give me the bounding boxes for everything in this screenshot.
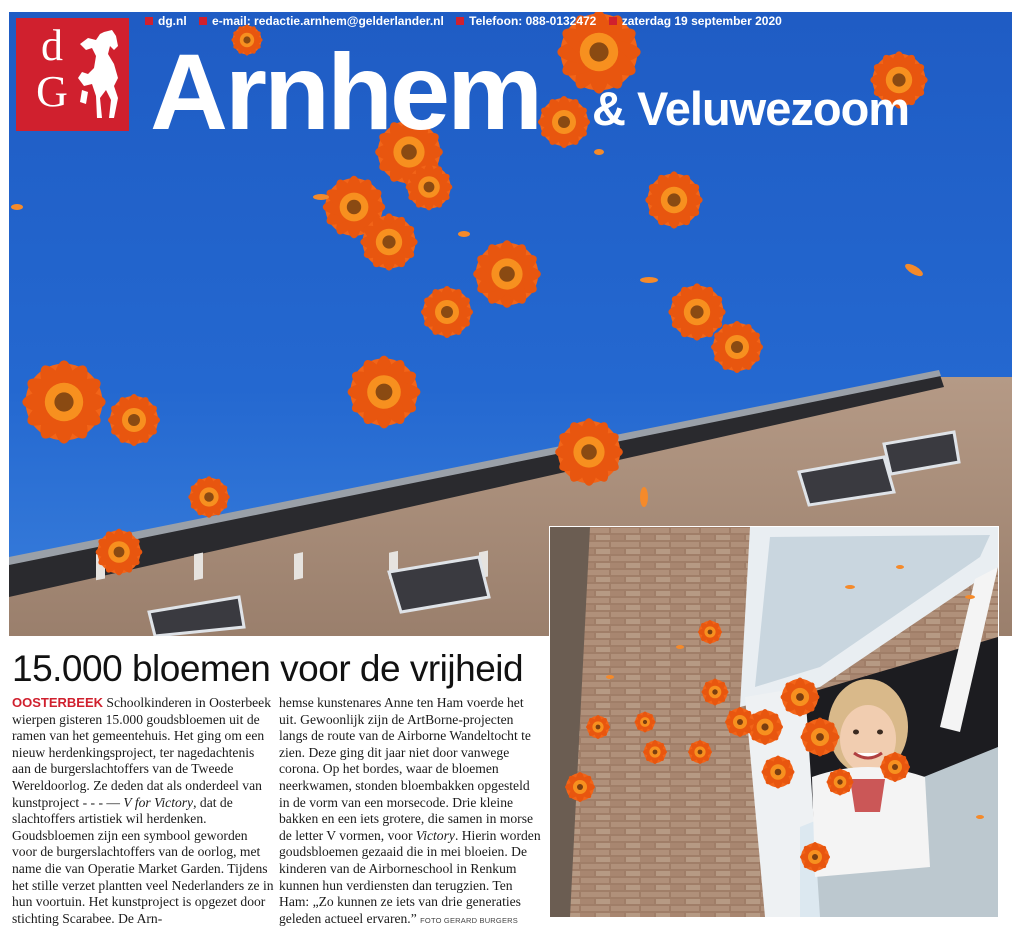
edition-subtitle: & Veluwezoom <box>592 82 910 135</box>
victory-word: Victory <box>415 827 455 843</box>
email-label: e-mail: <box>212 14 251 28</box>
phone-label: Telefoon: <box>469 14 523 28</box>
column-1-text-cont: , dat de slachtoffers artistiek wil herdenken. Goudsbloemen zijn een symbool geworden voor de burgerslachtoffers van de oorlog, met name die van Operatie Market Garden. Tijdens het stille verzet plantten veel Nederlanders ze in hun voortuin. Het kunstproject is opgezet door stichting Scarabee. De Arn- <box>12 794 274 926</box>
logo-letter-d: d <box>41 21 63 70</box>
article-column-1 <box>12 695 274 927</box>
dateline: OOSTERBEEK <box>12 695 104 710</box>
column-2-text: hemse kunstenares Anne ten Ham voerde het uit. Gewoonlijk zijn de ArtBorne-projecten langs de route van de Airborne Wandeltocht te zien. Deze ging dit jaar niet door vanwege corona. Op het bordes, waar de bloemen neerkwamen, stonden bloembakken opgesteld in de vorm van een morsecode. Drie kleine bakken en een iets grotere, die samen in morse de letter V vormen, voor <box>279 695 534 843</box>
inset-photo <box>549 526 999 918</box>
column-2-text-cont: . Hierin worden goudsbloemen gezaaid die in mei bloeien. De kinderen van de Airborneschool in Renkum kunnen hun verdiensten dan terugzien. Ten Ham: „Zo kunnen ze iets van drie generaties geleden actueel ervaren.” <box>279 827 541 926</box>
column-1-text: Schoolkinderen in Oosterbeek wierpen gisteren 15.000 goudsbloemen uit de ramen van het gemeentehuis. Het ging om een nieuw herdenkingsproject, ter nagedachtenis aan de burgerslachtoffers van de Tweede Wereldoorlog. Ze deden dat als onderdeel van kunstproject - - - — <box>12 695 272 810</box>
square-bullet-icon <box>456 17 464 25</box>
photo-credit: FOTO GERARD BURGERS <box>420 915 518 925</box>
project-title: V for Victory <box>123 794 194 810</box>
dg-logo <box>16 18 129 131</box>
square-bullet-icon <box>609 17 617 25</box>
masthead-contact-bar <box>145 14 791 28</box>
logo-letter-g: G <box>36 67 68 116</box>
square-bullet-icon <box>145 17 153 25</box>
edition-title: Arnhem <box>150 31 541 152</box>
horse-icon <box>74 28 124 124</box>
article-column-2 <box>279 695 541 929</box>
website-link[interactable]: dg.nl <box>158 14 187 28</box>
phone-number: 088-0132472 <box>525 14 597 28</box>
issue-date: zaterdag 19 september 2020 <box>621 14 782 28</box>
email-link[interactable]: redactie.arnhem@gelderlander.nl <box>254 14 444 28</box>
square-bullet-icon <box>199 17 207 25</box>
article-headline: 15.000 bloemen voor de vrijheid <box>12 648 524 689</box>
